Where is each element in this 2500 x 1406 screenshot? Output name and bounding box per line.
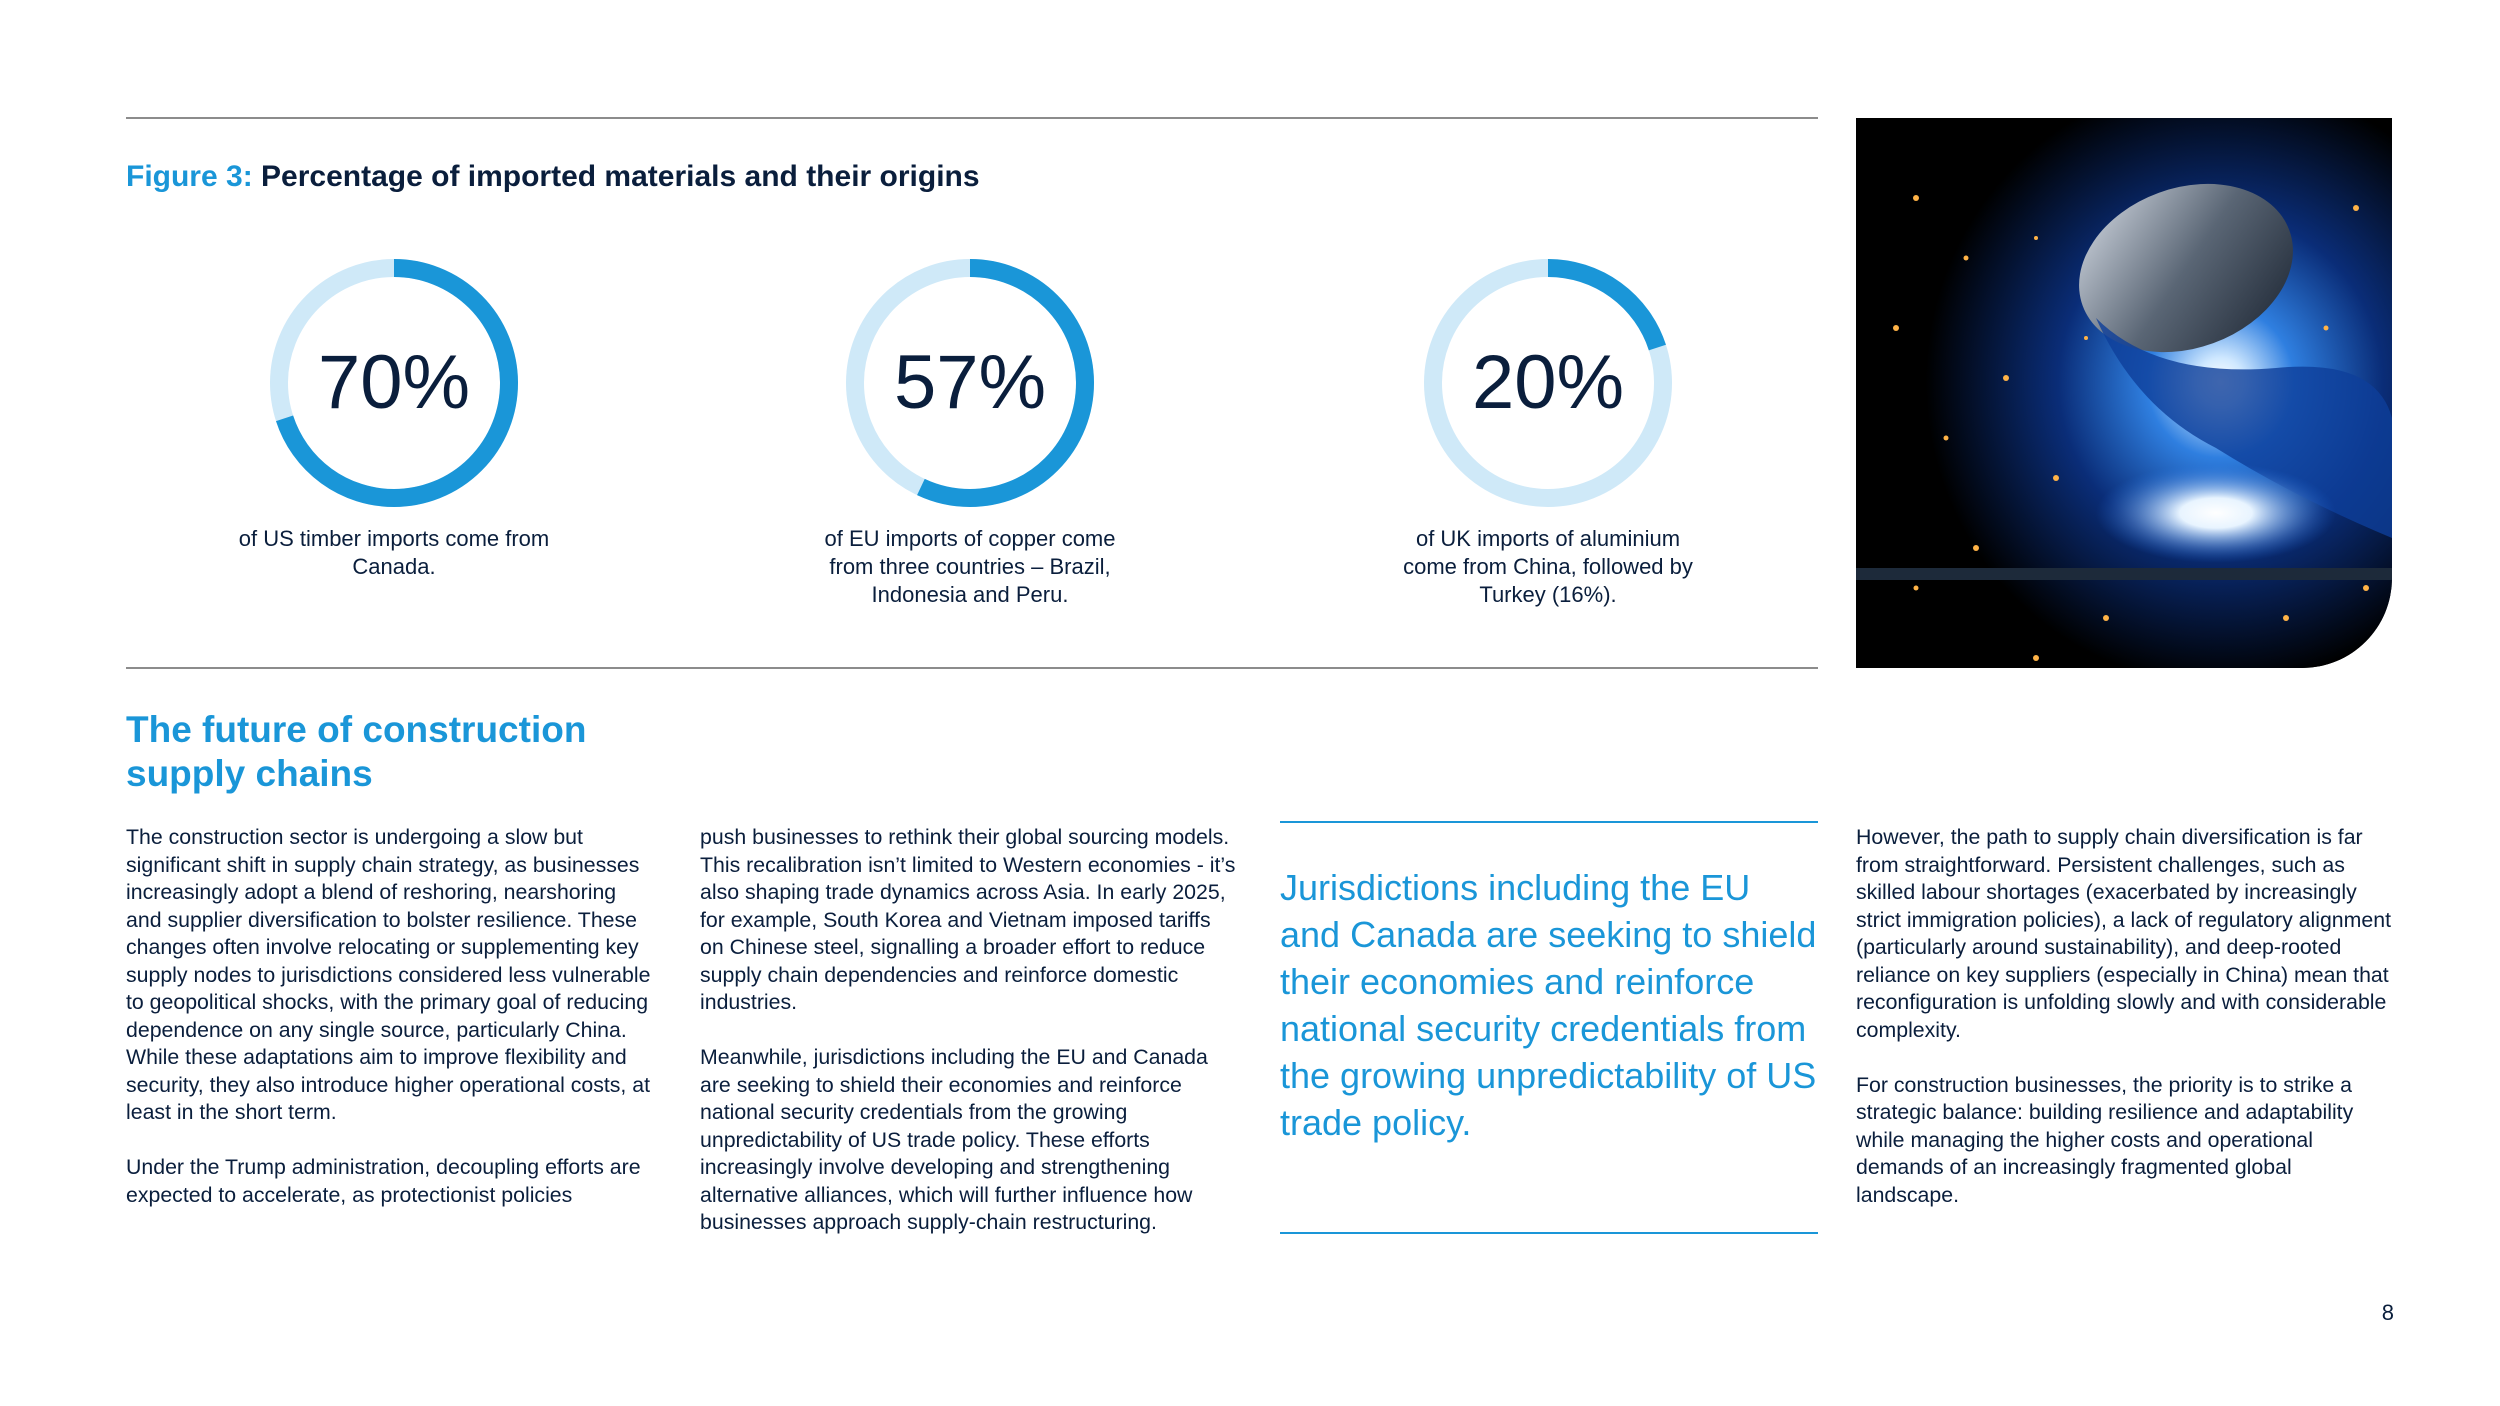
spark: [2053, 475, 2059, 481]
body-column-1: [126, 824, 656, 1237]
donut-chart-2: [840, 253, 1100, 513]
welder-sparks-photo: [1856, 118, 2392, 668]
body-column-2: [700, 824, 1240, 1264]
donut-chart-3: [1418, 253, 1678, 513]
page-number: 8: [2381, 1300, 2394, 1325]
figure-title-text: Percentage of imported materials and their origins: [261, 160, 980, 193]
spark: [2034, 236, 2038, 240]
spark: [1973, 545, 1979, 551]
paragraph: For construction businesses, the priority is to strike a strategic balance: building resilience and adaptability while managing the higher costs and operational demands of an increasingly fragmented global landscape.: [1856, 1072, 2354, 1207]
body-column-4: [1856, 824, 2396, 1237]
donut-2-value: 57%: [893, 340, 1047, 425]
quote-top-rule: [1280, 821, 1818, 823]
paragraph: push businesses to rethink their global sourcing models. This recalibration isn’t limited to Western economies - it’s also shaping trade dynamics across Asia. In early 2025, for example, South Korea and Vietnam imposed tariffs on Chinese steel, signalling a broader effort to reduce supply chain dependencies and reinforce domestic industries.: [700, 825, 1236, 1014]
donut-2-caption: of EU imports of copper come from three countries – Brazil, Indonesia and Peru.: [824, 526, 1116, 607]
donut-1-caption: of US timber imports come from Canada.: [238, 526, 550, 579]
spark: [1913, 195, 1919, 201]
spark: [2283, 615, 2289, 621]
donut-3-value: 20%: [1471, 340, 1625, 425]
spark: [1944, 436, 1949, 441]
welder-photo-svg: [1856, 118, 2392, 668]
figure-label: Figure 3:: [126, 160, 253, 193]
spark-core: [2096, 463, 2336, 563]
paragraph: Under the Trump administration, decoupling efforts are expected to accelerate, as protectionist policies: [126, 1155, 641, 1207]
spark: [2353, 205, 2359, 211]
spark: [2324, 326, 2329, 331]
middle-divider: [126, 667, 1818, 669]
spark: [1893, 325, 1899, 331]
donut-3-caption: of UK imports of aluminium come from China, followed by Turkey (16%).: [1403, 526, 1693, 607]
work-surface: [1856, 568, 2392, 580]
spark: [2103, 615, 2109, 621]
paragraph: However, the path to supply chain diversification is far from straightforward. Persistent challenges, such as skilled labour shortages (exacerbated by increasingly strict immigration policies), a lack of regulatory alignment (particularly around sustainability), and deep-rooted reliance on key suppliers (especially in China) mean that reconfiguration is unfolding slowly and with considerable complexity.: [1856, 825, 2391, 1042]
spark: [1964, 256, 1969, 261]
spark: [2033, 655, 2039, 661]
donut-chart-1: [264, 253, 524, 513]
top-divider: [126, 117, 1818, 119]
spark: [2003, 375, 2009, 381]
section-title: The future of construction supply chains: [126, 709, 587, 794]
pull-quote: Jurisdictions including the EU and Canada are seeking to shield their economies and reinforce national security credentials from the growing unpredictability of US trade policy.: [1280, 867, 1817, 1143]
figure-title: [126, 160, 980, 194]
quote-bottom-rule: [1280, 1232, 1818, 1234]
paragraph: The construction sector is undergoing a slow but significant shift in supply chain strategy, as businesses increasingly adopt a blend of reshoring, nearshoring and supplier diversification to bolster resilience. These changes often involve relocating or supplementing key supply nodes to jurisdictions considered less vulnerable to geopolitical shocks, with the primary goal of reducing dependence on any single source, particularly China. While these adaptations aim to improve flexibility and security, they also introduce higher operational costs, at least in the short term.: [126, 825, 651, 1124]
spark: [2084, 336, 2088, 340]
paragraph: Meanwhile, jurisdictions including the EU and Canada are seeking to shield their economies and reinforce national security credentials from the growing unpredictability of US trade policy. These efforts increasingly involve developing and strengthening alternative alliances, which will further influence how businesses approach supply-chain restructuring.: [700, 1045, 1208, 1234]
spark: [1914, 586, 1919, 591]
donut-1-value: 70%: [317, 340, 471, 425]
spark: [2363, 585, 2369, 591]
